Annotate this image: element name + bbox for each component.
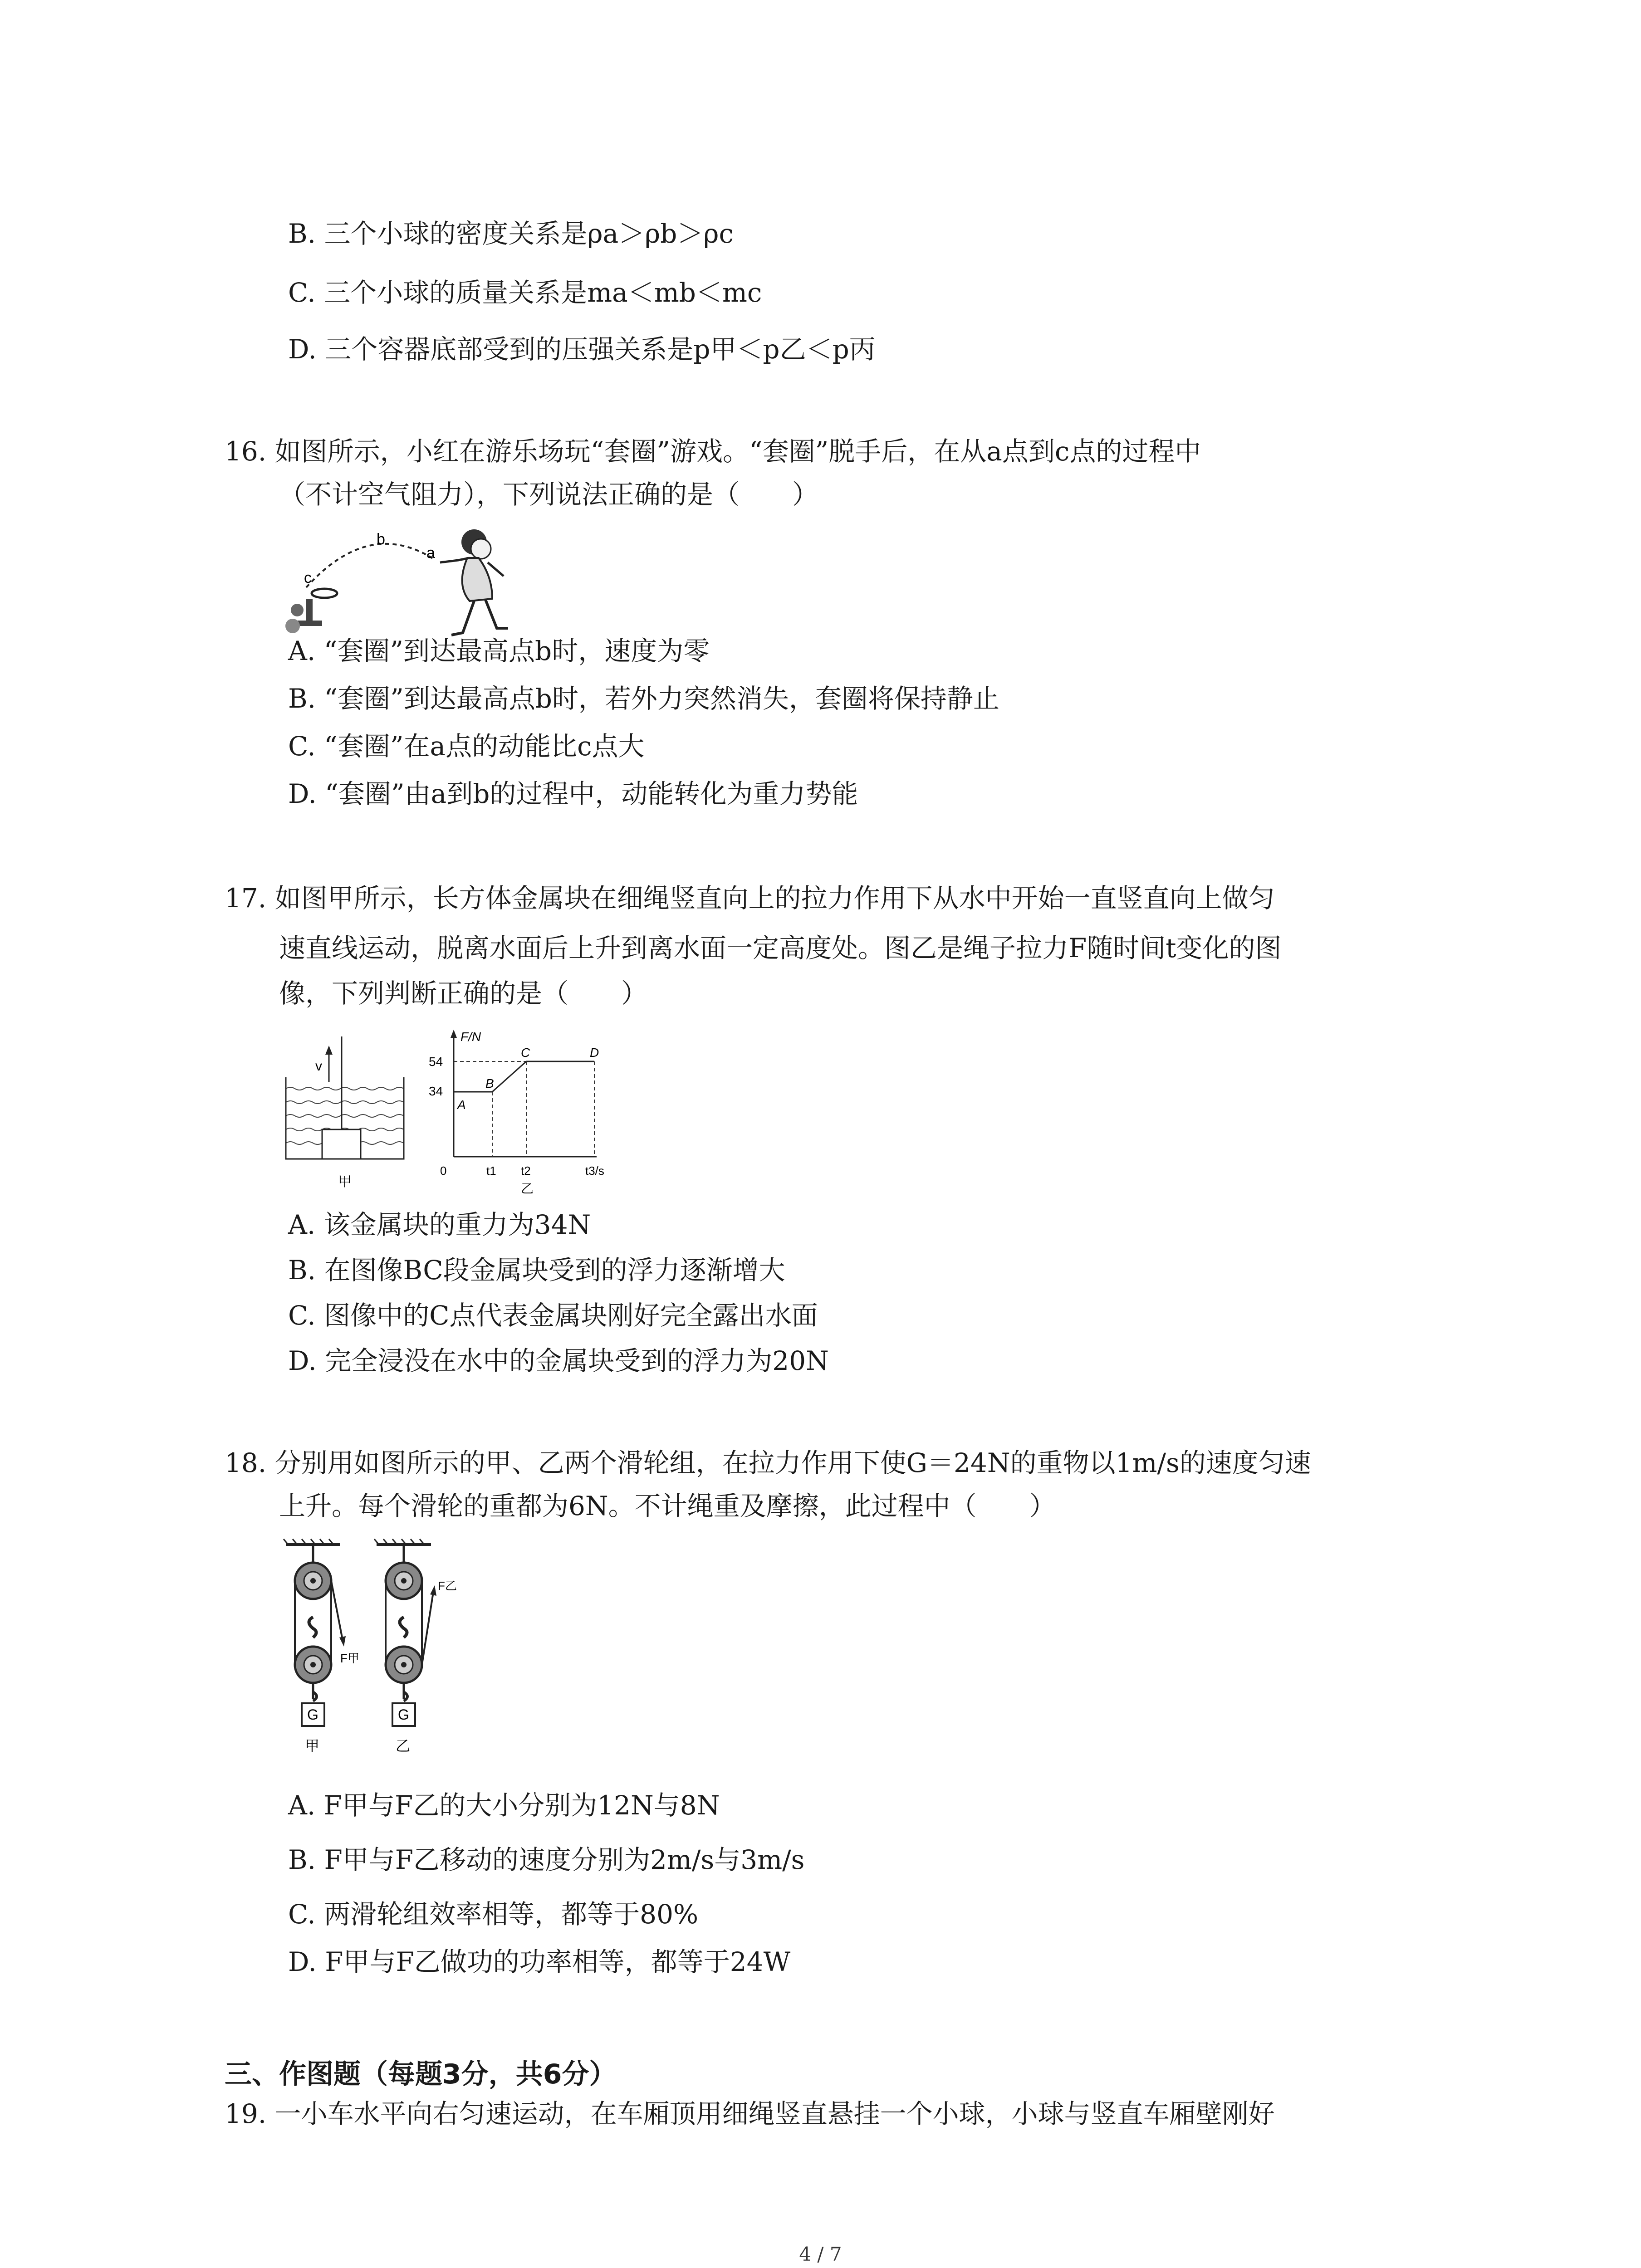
q18-force-label-yi: F乙 [438, 1579, 457, 1593]
q18-stem-line2: 上升。每个滑轮的重都为6N。不计绳重及摩擦，此过程中（ ） [279, 1491, 1056, 1521]
section-3-title: 三、作图题（每题3分，共6分） [225, 2058, 617, 2090]
q18-stem-line1: 18. 分别用如图所示的甲、乙两个滑轮组，在拉力作用下使G＝24N的重物以1m/s的速度匀速 [225, 1447, 1311, 1478]
page-number: 4 / 7 [799, 2243, 842, 2265]
q17-stem-line2: 速直线运动，脱离水面后上升到离水面一定高度处。图乙是绳子拉力F随时间t变化的图 [279, 933, 1282, 963]
q17-option-a: A. 该金属块的重力为34N [288, 1209, 591, 1240]
q17-point-b: B [485, 1076, 494, 1090]
q16-stem-line1: 16. 如图所示，小红在游乐场玩“套圈”游戏。“套圈”脱手后，在从a点到c点的过程中 [225, 436, 1201, 467]
q16-label-a: a [426, 544, 435, 562]
q17-origin: 0 [440, 1164, 447, 1178]
q17-point-c: C [521, 1046, 530, 1060]
q17-figure-yi-graph [417, 1025, 626, 1198]
q18-caption-jia: 甲 [305, 1738, 320, 1754]
q16-option-c: C. “套圈”在a点的动能比c点大 [288, 731, 645, 762]
q17-stem-line1: 17. 如图甲所示，长方体金属块在细绳竖直向上的拉力作用下从水中开始一直竖直向上做匀 [225, 883, 1275, 914]
q18-weight-g-yi: G [398, 1706, 409, 1723]
q17-stem-line3: 像，下列判断正确的是（ ） [279, 978, 648, 1009]
q19-stem-line1: 19. 一小车水平向右匀速运动，在车厢顶用细绳竖直悬挂一个小球，小球与竖直车厢壁刚好 [225, 2098, 1275, 2129]
q18-force-label-jia: F甲 [340, 1652, 359, 1665]
q18-pulley-figure [277, 1535, 490, 1789]
q18-caption-yi: 乙 [396, 1738, 411, 1754]
q17-tick-t2: t2 [521, 1164, 531, 1178]
q16-option-a: A. “套圈”到达最高点b时，速度为零 [288, 635, 710, 666]
q17-point-a: A [457, 1098, 466, 1112]
q16-option-d: D. “套圈”由a到b的过程中，动能转化为重力势能 [288, 778, 858, 809]
q15-option-d: D. 三个容器底部受到的压强关系是p甲＜p乙＜p丙 [288, 334, 876, 365]
q17-ylabel: F/N [460, 1030, 481, 1044]
q16-label-b: b [377, 531, 385, 548]
q17-figure-yi-caption: 乙 [521, 1182, 534, 1196]
q16-label-c: c [304, 569, 312, 587]
q17-tick-34: 34 [429, 1084, 443, 1098]
q18-option-d: D. F甲与F乙做功的功率相等，都等于24W [288, 1946, 791, 1977]
q18-option-a: A. F甲与F乙的大小分别为12N与8N [288, 1790, 720, 1821]
q17-option-c: C. 图像中的C点代表金属块刚好完全露出水面 [288, 1300, 818, 1331]
q17-figure-jia [284, 1027, 406, 1195]
q17-tick-54: 54 [429, 1055, 443, 1069]
q17-figure-jia-caption: 甲 [338, 1174, 352, 1189]
q17-tick-t1: t1 [486, 1164, 496, 1178]
q18-option-b: B. F甲与F乙移动的速度分别为2m/s与3m/s [288, 1844, 805, 1875]
q16-stem-line2: （不计空气阻力），下列说法正确的是（ ） [279, 479, 819, 510]
q18-weight-g-jia: G [307, 1706, 318, 1723]
q16-ring-toss-figure [279, 522, 533, 649]
q16-option-b: B. “套圈”到达最高点b时，若外力突然消失，套圈将保持静止 [288, 683, 999, 714]
q15-option-c: C. 三个小球的质量关系是ma＜mb＜mc [288, 277, 762, 308]
q17-option-b: B. 在图像BC段金属块受到的浮力逐渐增大 [288, 1255, 785, 1286]
q15-option-b: B. 三个小球的密度关系是ρa＞ρb＞ρc [288, 218, 734, 249]
q17-tick-t3: t3/s [585, 1164, 604, 1178]
q17-option-d: D. 完全浸没在水中的金属块受到的浮力为20N [288, 1345, 829, 1376]
q17-point-d: D [590, 1046, 599, 1060]
q18-option-c: C. 两滑轮组效率相等，都等于80% [288, 1899, 699, 1930]
q17-velocity-label: v [315, 1059, 322, 1074]
